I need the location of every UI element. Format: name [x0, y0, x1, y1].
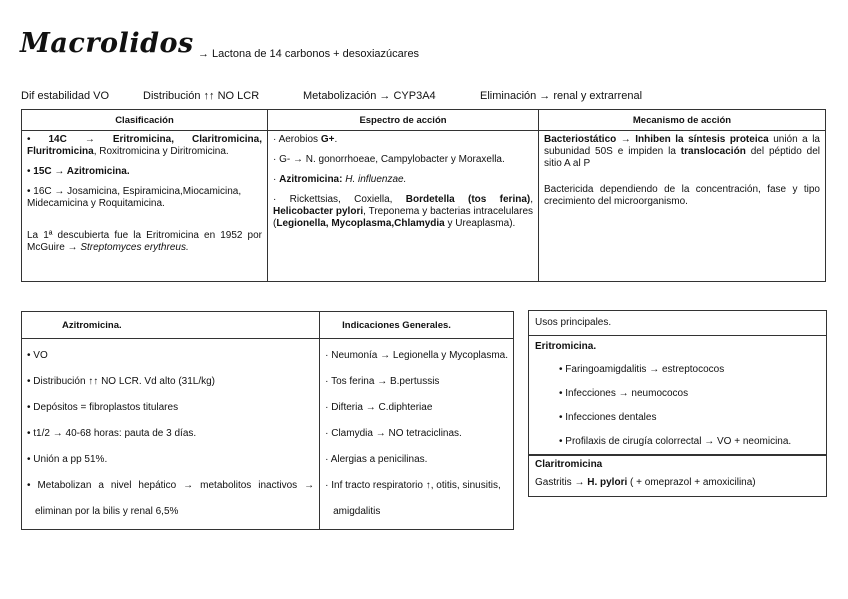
eritromicina-title: Eritromicina. — [535, 341, 597, 352]
info-distribucion: Distribución ↑↑ NO LCR — [143, 90, 260, 102]
info-metabolizacion: Metabolización → CYP3A4 — [303, 90, 436, 102]
page-subtitle: → Lactona de 14 carbonos + desoxiazúcares — [198, 48, 420, 60]
clasificacion-15c: • 15C → Azitromicina. — [27, 166, 130, 177]
header-indicaciones: Indicaciones Generales. — [320, 312, 514, 339]
indicacion-item: · Tos ferina → B.pertussis — [325, 376, 440, 387]
header-azitromicina: Azitromicina. — [22, 312, 320, 339]
espectro-rickettsias: · Rickettsias, Coxiella, Bordetella (tos ferina), Helicobacter pylori, Treponema y bacterias intracelulares (Legionella, Mycoplasma,Chlamydia y Ureaplasma). — [273, 194, 534, 229]
main-table-row — [22, 131, 826, 282]
mecanismo-bactericida: Bactericida dependiendo de la concentración, fase y tipo crecimiento del microorganismo. — [544, 184, 820, 207]
main-table — [21, 109, 826, 282]
indicacion-item: · Difteria → C.diphteriae — [325, 402, 433, 413]
azitro-item: • Unión a pp 51%. — [27, 454, 108, 465]
mecanismo-bacteriostatico: Bacteriostático → Inhiben la síntesis proteica unión a la subunidad 50S e impiden la translocación del péptido del sitio A al P — [544, 134, 820, 169]
claritromicina-uso: Gastritis → H. pylori ( + omeprazol + amoxicilina) — [535, 477, 756, 488]
usos-principales-box — [528, 310, 827, 497]
espectro-aerobios: · Aerobios G+. — [273, 134, 338, 145]
indicacion-item: · Clamydia → NO tetraciclinas. — [325, 428, 462, 439]
espectro-gneg: · G- → N. gonorrhoeae, Campylobacter y Moraxella. — [273, 154, 505, 165]
cell-indicaciones — [320, 339, 514, 530]
eritro-item: • Infecciones → neumococos — [559, 388, 689, 399]
eritro-item: • Faringoamigdalitis → estreptococos — [559, 364, 725, 375]
clasificacion-16c: • 16C → Josamicina, Espiramicina,Miocamicina, Midecamicina y Roquitamicina. — [27, 186, 242, 209]
info-eliminacion: Eliminación → renal y extrarrenal — [480, 90, 643, 102]
indicacion-item: · Neumonía → Legionella y Mycoplasma. — [325, 350, 508, 361]
azitromicina-table — [21, 311, 514, 530]
cell-mecanismo — [539, 131, 826, 282]
usos-title: Usos principales. — [529, 311, 826, 336]
clasificacion-14c: • 14C → Eritromicina, Claritromicina, Fluritromicina, Roxitromicina y Diritromicina. — [27, 134, 262, 157]
azitro-item: • VO — [27, 350, 48, 361]
espectro-azitromicina: · Azitromicina: H. influenzae. — [273, 174, 407, 185]
clasificacion-descubierta: La 1ª descubierta fue la Eritromicina en 1952 por McGuire → Streptomyces erythreus. — [27, 230, 262, 253]
azitro-item: • Metabolizan a nivel hepático → metabolitos inactivos → eliminan por la bilis y renal 6,5% — [27, 480, 315, 517]
header-espectro: Espectro de acción — [268, 110, 539, 131]
azitro-item: • Depósitos = fibroplastos titulares — [27, 402, 179, 413]
azitro-item: • Distribución ↑↑ NO LCR. Vd alto (31L/kg) — [27, 376, 216, 387]
azitromicina-table-header — [22, 312, 514, 339]
eritro-item: • Profilaxis de cirugía colorrectal → VO + neomicina. — [559, 436, 792, 447]
page-title: Macrolidos — [20, 28, 194, 59]
info-dif-estabilidad: Dif estabilidad VO — [21, 90, 110, 102]
azitro-item: • t1/2 → 40-68 horas: pauta de 3 días. — [27, 428, 197, 439]
indicacion-item: · Inf tracto respiratorio ↑, otitis, sinusitis, amigdalitis — [325, 480, 501, 517]
claritromicina-title: Claritromicina — [529, 454, 826, 473]
cell-clasificacion — [22, 131, 268, 282]
main-table-header — [22, 110, 826, 131]
indicacion-item: · Alergias a penicilinas. — [325, 454, 428, 465]
azitromicina-table-row — [22, 339, 514, 530]
header-clasificacion: Clasificación — [22, 110, 268, 131]
cell-azitromicina — [22, 339, 320, 530]
header-mecanismo: Mecanismo de acción — [539, 110, 826, 131]
cell-espectro — [268, 131, 539, 282]
eritro-item: • Infecciones dentales — [559, 412, 657, 423]
